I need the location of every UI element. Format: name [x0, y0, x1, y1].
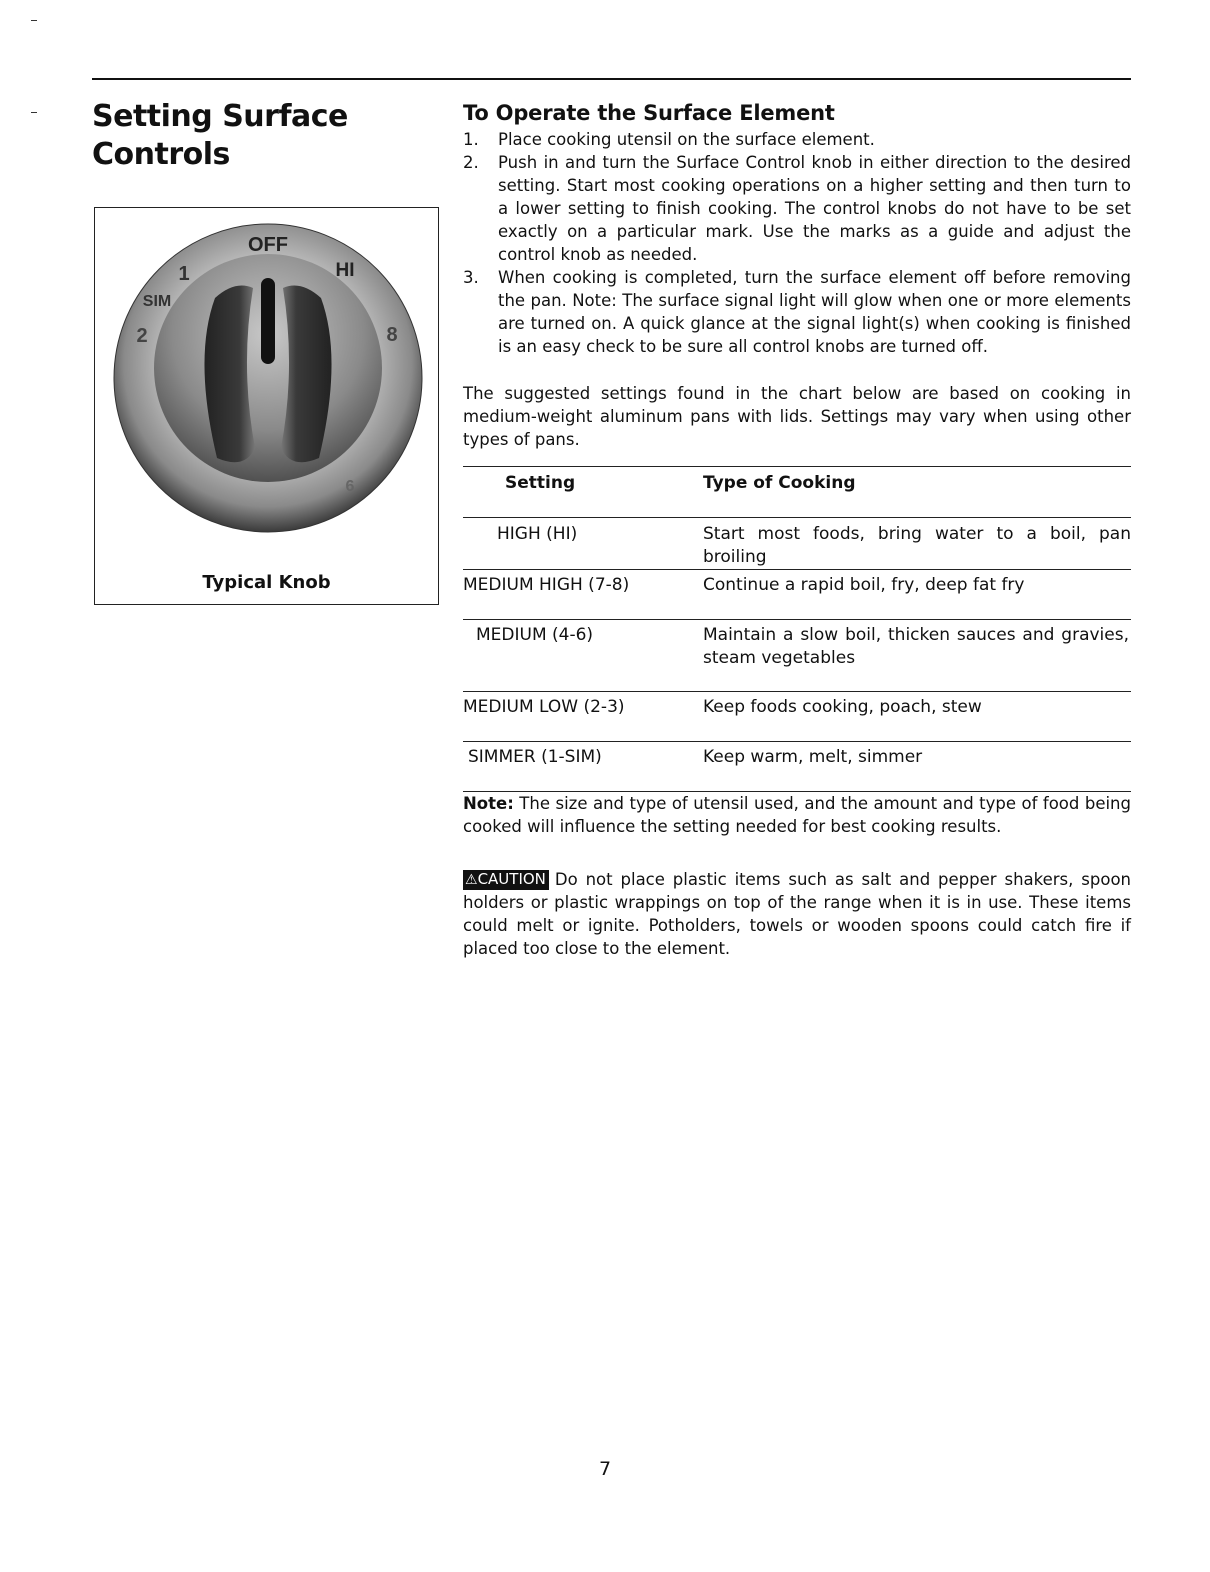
header-type: Type of Cooking	[703, 473, 856, 493]
table-row	[463, 742, 1131, 792]
label-hi: HI	[335, 260, 355, 281]
header-setting: Setting	[505, 473, 576, 493]
cell-type: Keep foods cooking, poach, stew	[703, 697, 982, 717]
cell-setting: MEDIUM (4-6)	[476, 625, 594, 645]
cell-setting: SIMMER (1-SIM)	[468, 747, 602, 767]
note-paragraph	[463, 792, 1131, 838]
cell-setting: HIGH (HI)	[497, 524, 578, 544]
settings-table	[463, 466, 1131, 792]
caution-text: Do not place plastic items such as salt and pepper shakers, spoon holders or plastic wrappings on top of the range when it is in use. These items could melt or ignite. Potholders, towels or wooden spoons could catch fire if placed too close to the element.	[463, 870, 1131, 958]
cell-setting: MEDIUM LOW (2-3)	[463, 697, 625, 717]
table-row	[463, 692, 1131, 742]
operate-steps	[463, 128, 1131, 358]
cell-type: Keep warm, melt, simmer	[703, 747, 923, 767]
label-sim: SIM	[142, 293, 172, 310]
page-number: 7	[598, 1458, 612, 1480]
cell-type: Continue a rapid boil, fry, deep fat fry	[703, 575, 1025, 595]
step-item: 2. Push in and turn the Surface Control knob in either direction to the desired setting. Start most cooking operations on a higher setting and then turn to a lower setting to finish cooking. The control knobs do not have to be set exactly on a particular mark. Use the marks as a guide and adjust the control knob as needed.	[463, 153, 1131, 264]
label-1: 1	[178, 263, 190, 285]
note-label: Note:	[463, 794, 514, 813]
settings-intro: The suggested settings found in the chart below are based on cooking in medium-weight aluminum pans with lids. Settings may vary when using other types of pans.	[463, 384, 1131, 449]
step-item: 3. When cooking is completed, turn the surface element off before removing the pan. Note: The surface signal light will glow when one or more elements are turned on. A quick glance at the signal light(s) when cooking is finished is an easy check to be sure all control knobs are turned off.	[463, 268, 1131, 356]
label-2: 2	[136, 325, 148, 347]
caution-paragraph	[463, 868, 1131, 960]
knob-illustration	[95, 208, 440, 568]
knob-pointer	[261, 278, 275, 364]
cell-setting: MEDIUM HIGH (7-8)	[463, 575, 630, 595]
cell-type: Maintain a slow boil, thicken sauces and gravies, steam vegetables	[703, 625, 1129, 668]
table-row	[463, 570, 1131, 620]
scan-mark	[31, 20, 37, 21]
operate-heading: To Operate the Surface Element	[463, 101, 835, 125]
section-title: Setting Surface Controls	[92, 99, 348, 172]
knob-caption: Typical Knob	[202, 572, 331, 593]
main-content	[463, 100, 1131, 958]
label-6: 6	[345, 478, 355, 495]
table-row	[463, 620, 1131, 692]
step-item: 1. Place cooking utensil on the surface element.	[463, 130, 875, 149]
warning-triangle-icon: ⚠	[465, 872, 478, 888]
table-row	[463, 518, 1131, 570]
note-text: The size and type of utensil used, and the amount and type of food being cooked will influence the setting needed for best cooking results.	[463, 794, 1131, 836]
scan-mark	[31, 112, 37, 113]
cell-type: Start most foods, bring water to a boil, pan broiling	[703, 524, 1131, 567]
label-off: OFF	[248, 234, 288, 256]
top-rule	[92, 78, 1131, 80]
table-header-row	[463, 467, 1131, 518]
caution-badge: ⚠CAUTION	[463, 870, 549, 890]
label-8: 8	[386, 324, 398, 346]
knob-figure	[94, 207, 439, 605]
